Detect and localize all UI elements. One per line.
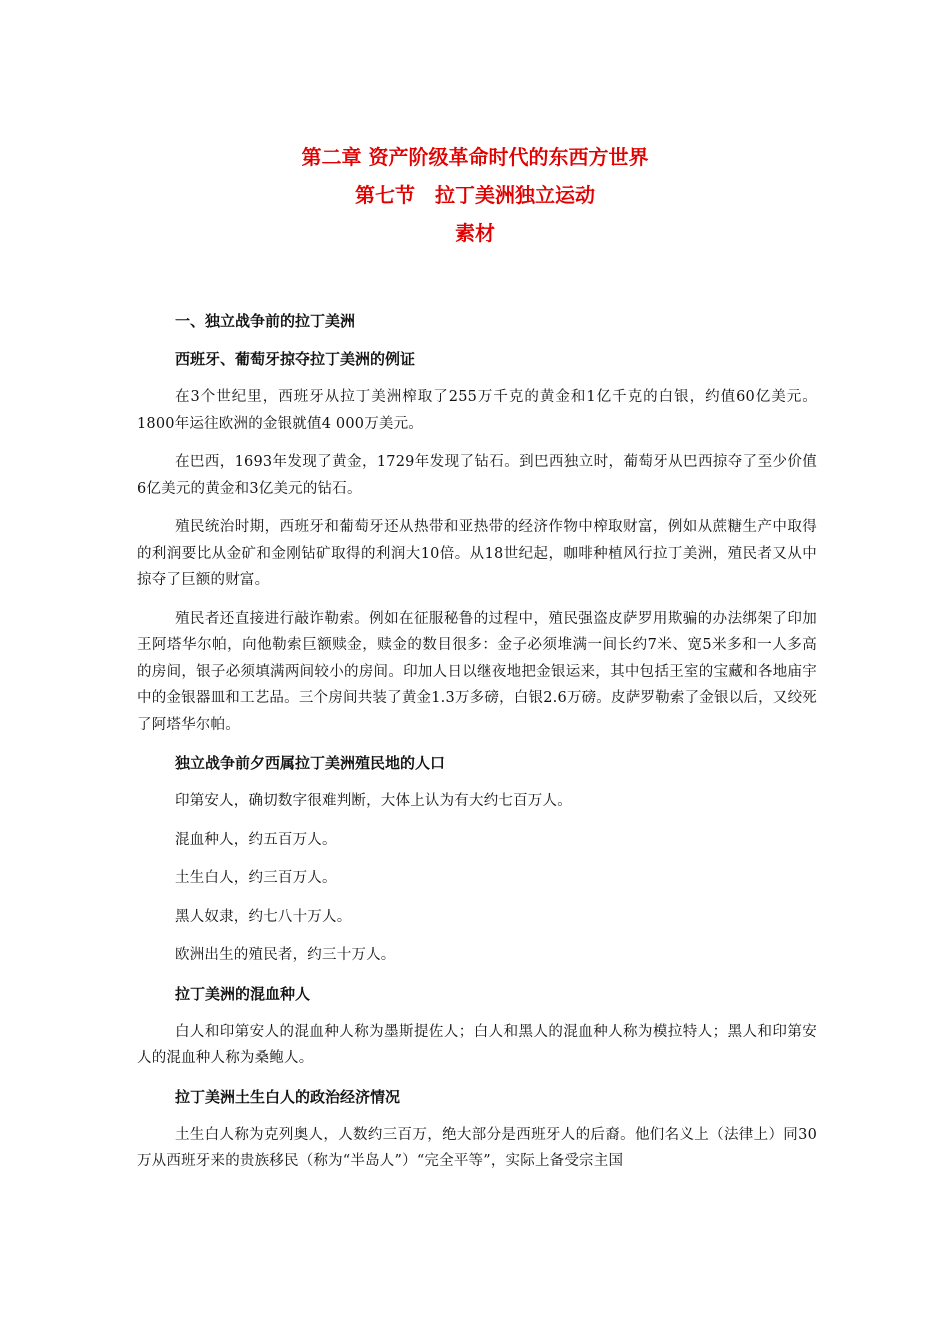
subtitle: 素材	[455, 221, 495, 245]
paragraph: 黑人奴隶，约七八十万人。	[175, 908, 352, 925]
section-heading-4: 拉丁美洲的混血种人	[175, 984, 311, 1003]
section-heading-5: 拉丁美洲土生白人的政治经济情况	[175, 1087, 401, 1106]
paragraph: 混血种人，约五百万人。	[175, 831, 337, 848]
paragraph: 印第安人，确切数字很难判断，大体上认为有大约七百万人。	[175, 793, 572, 809]
section-heading-2: 西班牙、葡萄牙掠夺拉丁美洲的例证	[175, 350, 416, 368]
paragraph: 在巴西，1693年发现了黄金，1729年发现了钻石。到巴西独立时，葡萄牙从巴西掠夺了至少价值6亿美元的黄金和3亿美元的钻石。	[137, 454, 817, 497]
paragraph: 殖民统治时期，西班牙和葡萄牙还从热带和亚热带的经济作物中榨取财富，例如从蔗糖生产中取得的利润要比从金矿和金刚钻矿取得的利润大10倍。从18世纪起，咖啡种植风行拉丁美洲，殖民者又从中掠夺了巨额的财富。	[137, 519, 817, 588]
paragraph: 殖民者还直接进行敲诈勒索。例如在征服秘鲁的过程中，殖民强盗皮萨罗用欺骗的办法绑架了印加王阿塔华尔帕，向他勒索巨额赎金，赎金的数目很多：金子必须堆满一间长约7米、宽5米多和一人多高的房间，银子必须填满两间较小的房间。印加人日以继夜地把金银运来，其中包括王室的宝藏和各地庙宇中的金银器皿和工艺品。三个房间共装了黄金1.3万多磅，白银2.6万磅。皮萨罗勒索了金银以后，又绞死了阿塔华尔帕。	[137, 610, 817, 733]
paragraph: 土生白人，约三百万人。	[175, 870, 337, 886]
section-heading-1: 一、独立战争前的拉丁美洲	[175, 312, 356, 330]
paragraph: 白人和印第安人的混血种人称为墨斯提佐人；白人和黑人的混血种人称为模拉特人；黑人和印第安人的混血种人称为桑鲍人。	[137, 1023, 817, 1066]
chapter-title: 第二章 资产阶级革命时代的东西方世界	[301, 145, 649, 169]
title-block	[0, 138, 950, 252]
paragraph: 土生白人称为克列奥人，人数约三百万，绝大部分是西班牙人的后裔。他们名义上（法律上）同30万从西班牙来的贵族移民（称为“半岛人”）“完全平等”，实际上备受宗主国	[137, 1126, 817, 1169]
document-body	[137, 308, 817, 1187]
paragraph: 在3个世纪里，西班牙从拉丁美洲榨取了255万千克的黄金和1亿千克的白银，约值60亿美元。1800年运往欧洲的金银就值4 000万美元。	[137, 389, 817, 432]
paragraph: 欧洲出生的殖民者，约三十万人。	[175, 947, 396, 963]
section-heading-3: 独立战争前夕西属拉丁美洲殖民地的人口	[175, 754, 446, 772]
section-title: 第七节 拉丁美洲独立运动	[355, 183, 595, 207]
